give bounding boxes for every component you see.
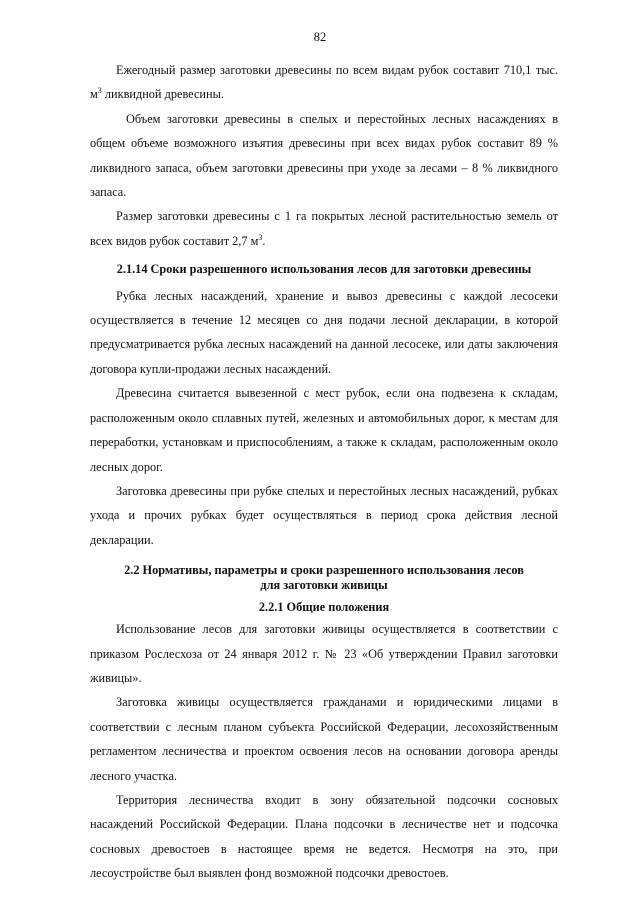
superscript-cubic: 3	[97, 86, 102, 96]
superscript-cubic: 3	[258, 232, 263, 242]
paragraph-wood-removed: Древесина считается вывезенной с мест рубок, если она подвезена к складам, расположенным около сплавных путей, железных и автомобильных дорог, к местам для переработки, установкам и приспособлениям, а также к складам, расположенным около лесных дорог.	[90, 386, 558, 474]
section-heading-2-1-14: 2.1.14 Сроки разрешенного использования лесов для заготовки древесины	[116, 262, 532, 277]
paragraph-harvest-per-hectare-text: Размер заготовки древесины с 1 га покрытых лесной растительностью земель от всех видов рубок составит 2,7 м	[90, 209, 558, 248]
paragraph-harvest-per-hectare	[90, 204, 558, 253]
paragraph-annual-harvest-text: Ежегодный размер заготовки древесины по всем видам рубок составит 710,1 тыс. м	[90, 63, 558, 102]
paragraph-harvest-per-hectare-tail: .	[262, 233, 266, 248]
page-number: 82	[313, 30, 327, 44]
subsection-heading-2-2-1: 2.2.1 Общие положения	[258, 600, 390, 615]
paragraph-declaration-period: Заготовка древесины при рубке спелых и перестойных лесных насаждений, рубках ухода и прочих рубках будет осуществляться в период срока действия лесной декларации.	[90, 483, 558, 547]
paragraph-resin-harvesters: Заготовка живицы осуществляется гражданами и юридическими лицами в соответствии с лесным планом субъекта Российской Федерации, лесохозяйственным регламентом лесничества и проектом освоения лесов на основании договора аренды лесного участка.	[90, 695, 558, 783]
section-heading-2-2-line1: 2.2 Нормативы, параметры и сроки разрешенного использования лесов	[124, 563, 524, 578]
page-body	[90, 58, 558, 886]
paragraph-annual-harvest	[90, 58, 558, 107]
paragraph-harvest-volume: Объем заготовки древесины в спелых и перестойных лесных насаждениях в общем объеме возможного изъятия древесины при всех видах рубок составит 89 % ликвидного запаса, объем заготовки древесины при уходе за лесами – 8 % ликвидного запаса.	[90, 111, 558, 200]
paragraph-felling-terms: Рубка лесных насаждений, хранение и вывоз древесины с каждой лесосеки осуществляется в течение 12 месяцев со дня подачи лесной декларации, в которой предусматривается рубка лесных насаждений на данной лесосеке, или даты заключения договора купли-продажи лесных насаждений.	[90, 288, 558, 376]
paragraph-tapping-zone: Территория лесничества входит в зону обязательной подсочки сосновых насаждений Российской Федерации. Плана подсочки в лесничестве нет и подсочка сосновых древостоев в настоящее время не ведется. Несмотря на это, при лесоустройстве был выявлен фонд возможной подсочки древостоев.	[90, 792, 558, 881]
paragraph-resin-order: Использование лесов для заготовки живицы осуществляется в соответствии с приказом Рослесхоза от 24 января 2012 г. № 23 «Об утверждении Правил заготовки живицы».	[90, 622, 558, 685]
section-heading-2-2	[90, 558, 558, 597]
paragraph-annual-harvest-tail: ликвидной древесины.	[101, 87, 224, 102]
section-heading-2-2-line2: для заготовки живицы	[260, 577, 388, 592]
